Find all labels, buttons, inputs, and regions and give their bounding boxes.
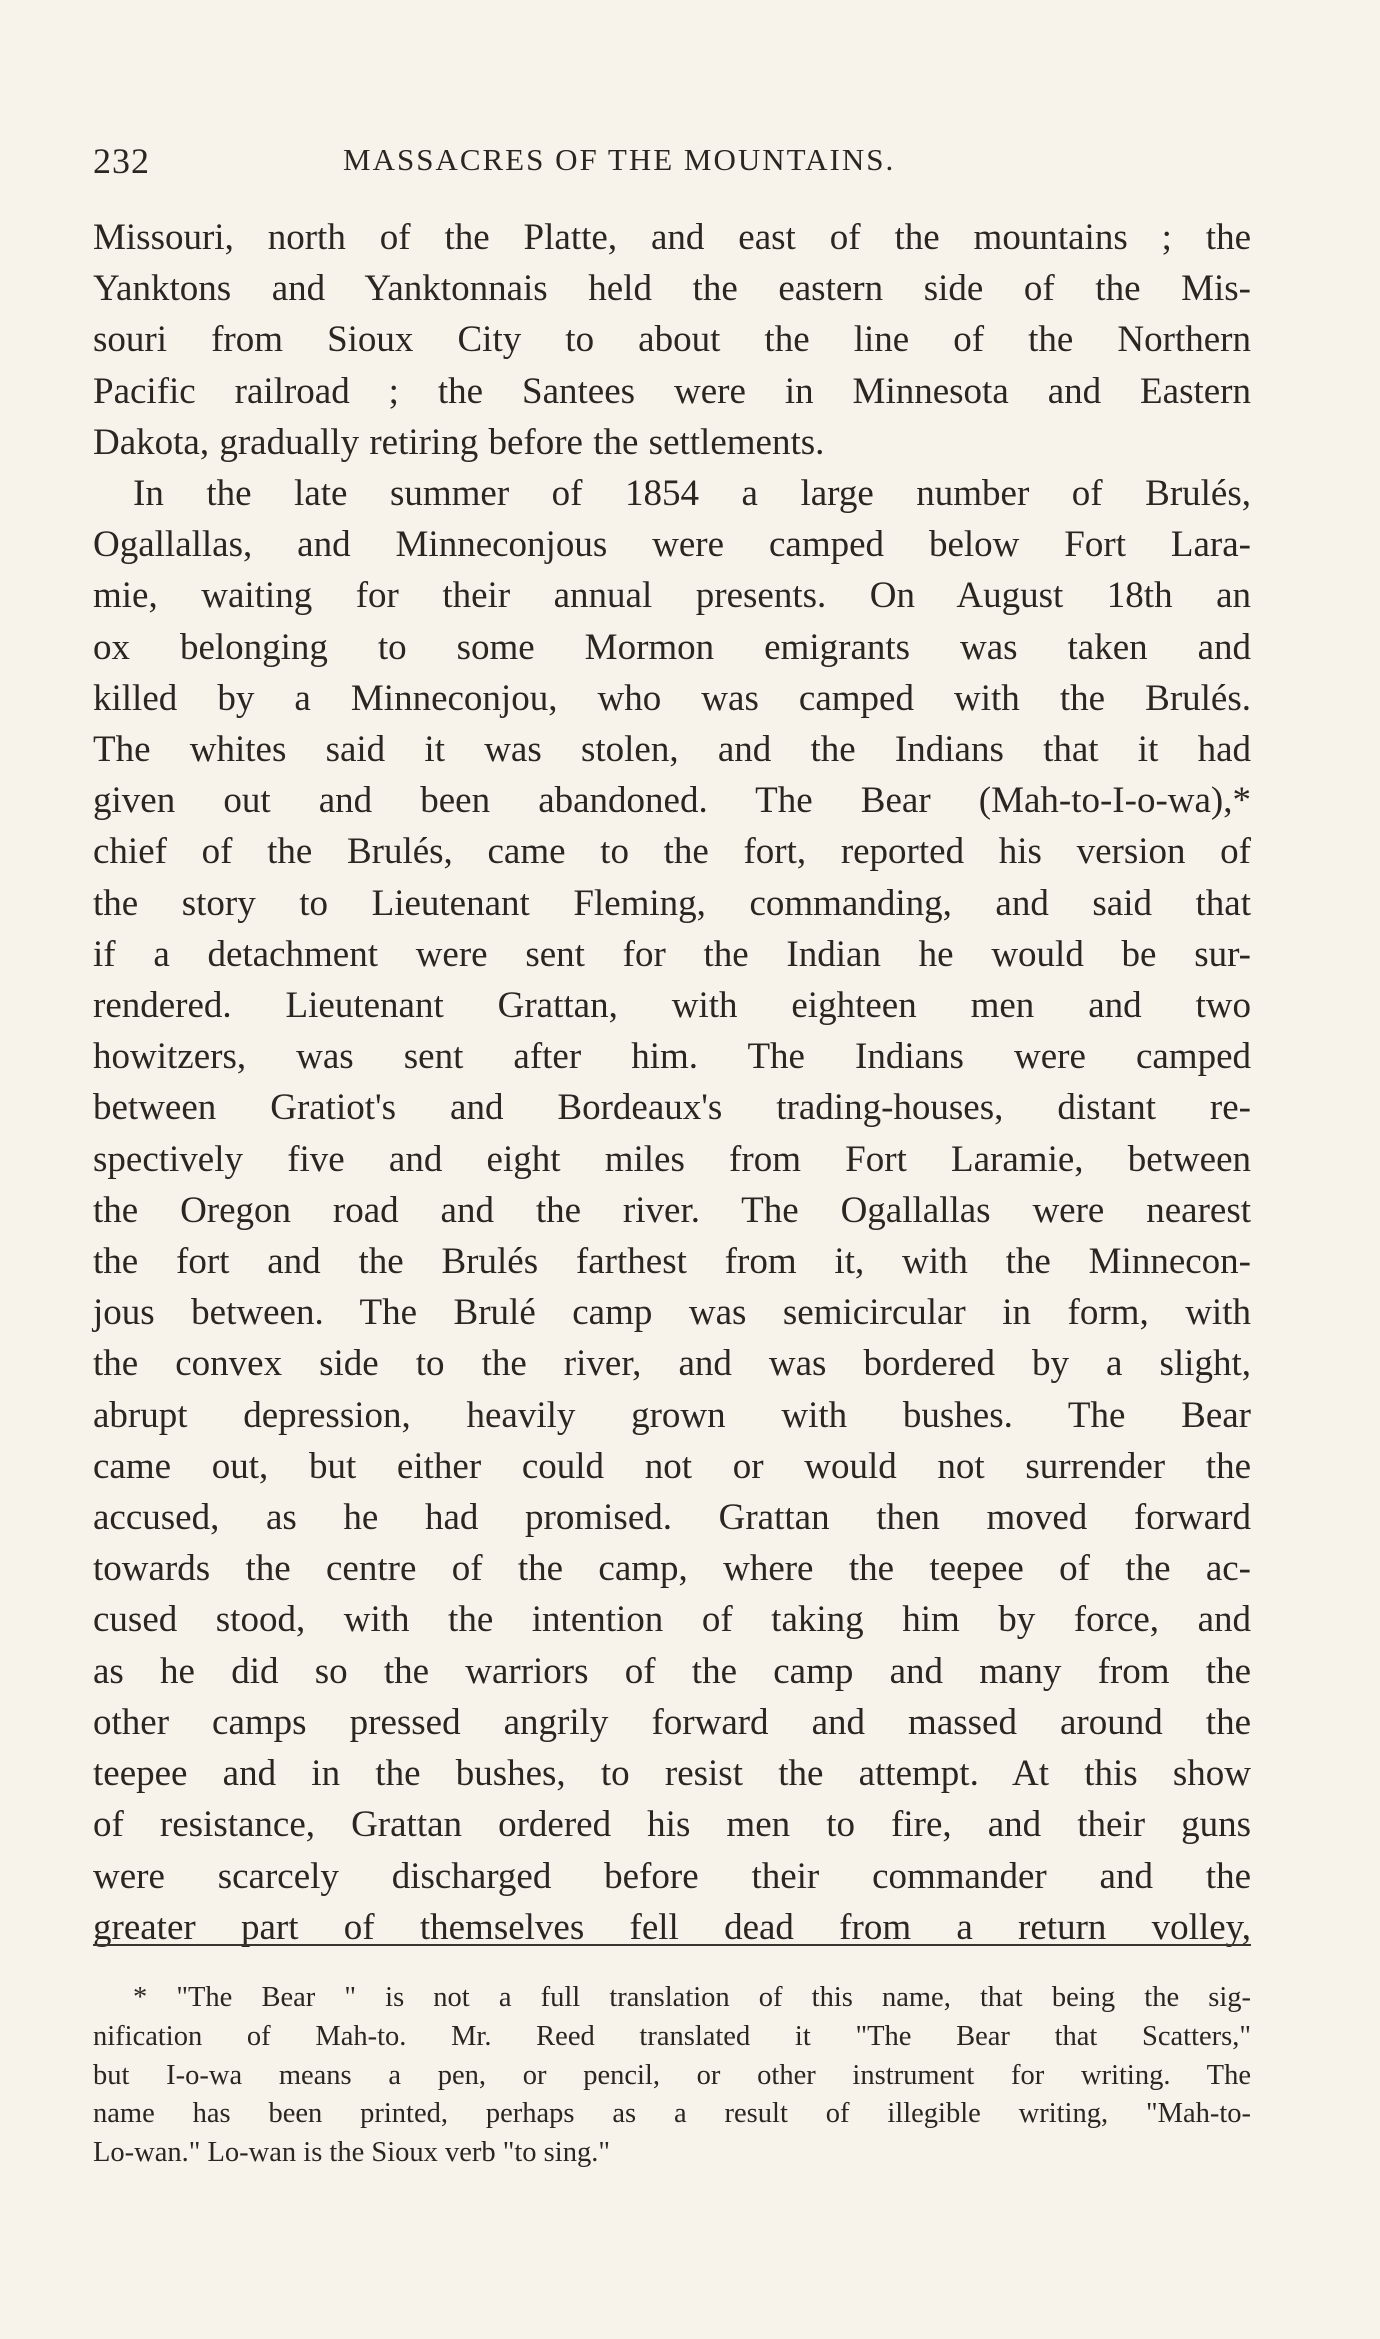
text-line: between Gratiot's and Bordeaux's trading-houses, distant re- (93, 1087, 1251, 1129)
text-line: Pacific railroad ; the Santees were in Minnesota and Eastern (93, 370, 1251, 412)
text-line: the Oregon road and the river. The Ogallallas were nearest (93, 1189, 1251, 1231)
text-line: spectively five and eight miles from Fort Laramie, between (93, 1138, 1251, 1180)
footnote-line: nification of Mah-to. Mr. Reed translated it "The Bear that Scatters," (93, 2020, 1251, 2052)
paragraph-2 (93, 468, 1251, 1953)
body-text (93, 212, 1251, 1953)
text-line: the story to Lieutenant Fleming, commanding, and said that (93, 882, 1251, 924)
text-line: ox belonging to some Mormon emigrants was taken and (93, 626, 1251, 668)
text-line: howitzers, was sent after him. The Indians were camped (93, 1036, 1251, 1078)
text-line: accused, as he had promised. Grattan then moved forward (93, 1497, 1251, 1539)
text-line: were scarcely discharged before their commander and the (93, 1855, 1251, 1897)
text-line: Missouri, north of the Platte, and east of the mountains ; the (93, 217, 1251, 258)
footnote-line: name has been printed, perhaps as a result of illegible writing, "Mah-to- (93, 2098, 1251, 2130)
text-line: chief of the Brulés, came to the fort, reported his version of (93, 831, 1251, 873)
text-line: came out, but either could not or would not surrender the (93, 1445, 1251, 1487)
text-line: teepee and in the bushes, to resist the attempt. At this show (93, 1753, 1251, 1795)
text-line: the fort and the Brulés farthest from it, with the Minnecon- (93, 1241, 1251, 1283)
text-line: The whites said it was stolen, and the Indians that it had (93, 729, 1251, 771)
text-line: Ogallallas, and Minneconjous were camped below Fort Lara- (93, 524, 1251, 566)
text-line: Dakota, gradually retiring before the settlements. (93, 421, 825, 463)
text-line: Yanktons and Yanktonnais held the eastern side of the Mis- (93, 268, 1251, 310)
paragraph-1 (93, 212, 1251, 468)
text-line: souri from Sioux City to about the line of the Northern (93, 319, 1251, 361)
page-number: 232 (93, 141, 150, 181)
footnote-line: Lo-wan." Lo-wan is the Sioux verb "to sing." (93, 2137, 610, 2169)
footnote-line: * "The Bear " is not a full translation of this name, that being the sig- (133, 1982, 1251, 2013)
footnote (93, 1979, 1251, 2173)
text-line: given out and been abandoned. The Bear (Mah-to-I-o-wa),* (93, 780, 1251, 822)
text-line: abrupt depression, heavily grown with bushes. The Bear (93, 1394, 1251, 1436)
text-line: greater part of themselves fell dead from a return volley, (93, 1906, 1251, 1948)
text-line: other camps pressed angrily forward and massed around the (93, 1701, 1251, 1743)
footnote-divider (93, 1944, 1251, 1946)
text-line: towards the centre of the camp, where the teepee of the ac- (93, 1548, 1251, 1590)
text-line: rendered. Lieutenant Grattan, with eighteen men and two (93, 985, 1251, 1027)
text-line: of resistance, Grattan ordered his men to fire, and their guns (93, 1804, 1251, 1846)
text-line: the convex side to the river, and was bordered by a slight, (93, 1343, 1251, 1385)
text-line: jous between. The Brulé camp was semicircular in form, with (93, 1292, 1251, 1334)
running-head (93, 140, 1238, 188)
text-line: mie, waiting for their annual presents. On August 18th an (93, 575, 1251, 617)
footnote-line: but I-o-wa means a pen, or pencil, or other instrument for writing. The (93, 2059, 1251, 2091)
text-line: as he did so the warriors of the camp and many from the (93, 1650, 1251, 1692)
text-line: killed by a Minneconjou, who was camped with the Brulés. (93, 677, 1251, 719)
text-line: cused stood, with the intention of taking him by force, and (93, 1599, 1251, 1641)
running-title: MASSACRES OF THE MOUNTAINS. (343, 142, 896, 177)
text-line: if a detachment were sent for the Indian he would be sur- (93, 933, 1251, 975)
text-line: In the late summer of 1854 a large number of Brulés, (133, 473, 1251, 515)
